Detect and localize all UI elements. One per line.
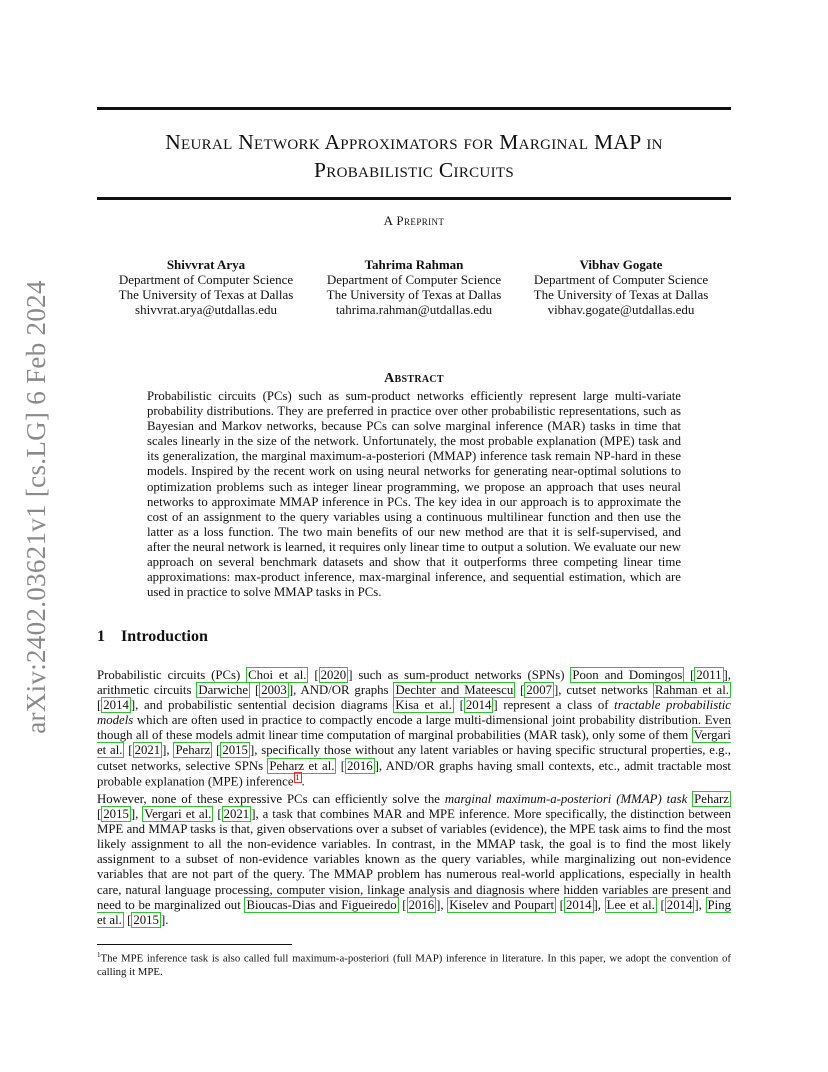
citation-link[interactable]: Poon and Domingos [572, 668, 683, 682]
abstract-text: Probabilistic circuits (PCs) such as sum-product networks efficiently represent large multi-variate probability distributions. They are preferred in practice over other probabilistic representations, such as Bayesian and Markov networks, because PCs can solve marginal inference (MAR) tasks in time that scales linearly in the size of the network. Unfortunately, the most probable explanation (MPE) task and its generalization, the marginal maximum-a-posteriori (MMAP) inference task remain NP-hard in these models. Inspired by the recent work on using neural networks for generating near-optimal solutions to optimization problems such as integer linear programming, we propose an approach that uses neural networks to approximate MMAP inference in PCs. The key idea in our approach is to approximate the cost of an assignment to the query variables using a continuous multilinear function and then use the latter as a loss function. The two main benefits of our new method are that it is self-supervised, and after the neural network is learned, it requires only linear time to output a solution. We evaluate our new approach on several benchmark datasets and show that it outperforms three competing linear time approximations: max-product inference, max-marginal inference, and sequential estimation, which are used in practice to solve MMAP tasks in PCs. [147, 389, 681, 600]
section-number: 1 [97, 628, 105, 645]
author-affiliation: The University of Texas at Dallas [118, 287, 294, 302]
preprint-label: A Preprint [383, 213, 445, 228]
author-name: Tahrima Rahman [364, 257, 464, 272]
author-email[interactable]: shivvrat.arya@utdallas.edu [135, 302, 277, 317]
text-run: [ [250, 683, 260, 698]
text-run: [ [453, 698, 464, 713]
text-run: ], AND/OR graphs having small contexts, etc., admit tractable most probable explanation (MPE) inference [97, 758, 731, 788]
text-run: [ [336, 758, 346, 773]
author-email[interactable]: tahrima.rahman@utdallas.edu [335, 302, 493, 317]
citation-link[interactable]: Dechter and Mateescu [395, 683, 514, 698]
author-block [304, 257, 524, 317]
citation-link[interactable]: Kiselev and Poupart [449, 897, 555, 912]
text-run: [ [97, 807, 102, 822]
author-department: Department of Computer Science [118, 272, 294, 287]
citation-link[interactable]: Vergari et al. [144, 807, 212, 822]
citation-link[interactable]: 2015 [222, 743, 248, 758]
footnote [97, 949, 731, 979]
author-name: Shivvrat Arya [166, 257, 246, 272]
citation-link[interactable]: Peharz et al. [269, 758, 335, 773]
text-run: which are often used in practice to compactly encode a large multi-dimensional joint probability distribution. Even though all of these models admit linear time computation of marginal probabilities (MAR task), only some of them [97, 713, 731, 743]
text-run: ] represent a class of [493, 698, 615, 713]
emphasis-text: tractable probabilistic models [97, 698, 731, 728]
citation-link[interactable]: 2020 [320, 668, 347, 682]
citation-link[interactable]: Bioucas-Dias and Figueiredo [246, 897, 397, 912]
text-run: Probabilistic circuits (PCs) [97, 668, 247, 682]
author-affiliation: The University of Texas at Dallas [533, 287, 709, 302]
citation-link[interactable]: 2014 [666, 897, 693, 912]
citation-link[interactable]: 2016 [408, 897, 435, 912]
text-run: ]. [160, 912, 169, 927]
section-title: Introduction [121, 628, 208, 645]
text-run: ], cutset networks [553, 683, 653, 698]
citation-link[interactable]: Peharz [175, 743, 211, 758]
author-block [96, 257, 316, 317]
citation-link[interactable]: 2021 [134, 743, 161, 758]
citation-link[interactable]: Ping et al. [97, 897, 731, 927]
citation-link[interactable]: Peharz [694, 792, 729, 806]
text-run: ], a task that combines MAR and MPE inference. More specifically, the distinction between MPE and MMAP tasks is that, given observations over a subset of variables (evidence), the MPE task aims to find the most likely assignment to all the non-evidence variables. In contrast, in the MMAP task, the goal is to find the most likely assignment to a subset of non-evidence variables known as the query variables, while marginalizing out non-evidence variables that are not part of the query. The MMAP problem has numerous real-world applications, especially in health care, natural language processing, computer vision, linkage analysis and diagnosis where hidden variables are present and need to be marginalized out [97, 807, 731, 912]
paper-title [97, 128, 731, 184]
text-run: [ [212, 743, 221, 758]
text-run: [ [556, 897, 564, 912]
citation-link[interactable]: Choi et al. [248, 668, 307, 682]
text-run: ], [162, 743, 174, 758]
citation-link[interactable]: Vergari et al. [97, 728, 731, 758]
author-department: Department of Computer Science [533, 272, 709, 287]
author-department: Department of Computer Science [326, 272, 502, 287]
footnote-rule [97, 944, 292, 945]
citation-link[interactable]: 2014 [103, 698, 129, 713]
title-line-2: Probabilistic Circuits [314, 158, 514, 182]
text-run: ], [593, 897, 605, 912]
citation-link[interactable]: 2014 [465, 698, 492, 713]
citation-link[interactable]: 2016 [347, 758, 373, 773]
text-run: [ [515, 683, 525, 698]
citation-link[interactable]: 2021 [223, 807, 250, 822]
text-run: ], [436, 897, 448, 912]
footnote-text: The MPE inference task is also called full maximum-a-posteriori (full MAP) inference in literature. In this paper, we adopt the convention of calling it MPE. [97, 952, 731, 978]
title-line-1: Neural Network Approximators for Marginal MAP in [165, 130, 663, 154]
text-run: [ [123, 912, 132, 927]
title-rule-bottom [97, 197, 731, 200]
emphasis-text: marginal maximum-a-posteriori (MMAP) task [444, 792, 688, 806]
citation-link[interactable]: 2015 [133, 912, 159, 927]
citation-link[interactable]: Lee et al. [606, 897, 655, 912]
text-run: [ [124, 743, 133, 758]
citation-link[interactable]: 2015 [103, 807, 129, 822]
text-run: ], [694, 897, 706, 912]
citation-link[interactable]: Kisa et al. [395, 698, 452, 713]
citation-link[interactable]: 2011 [696, 668, 722, 682]
text-run: ], AND/OR graphs [288, 683, 394, 698]
text-run: ], [130, 807, 143, 822]
footnote-mark: 1 [97, 951, 101, 959]
author-block [511, 257, 731, 317]
text-run: [ [656, 897, 665, 912]
text-run: ] such as sum-product networks (SPNs) [348, 668, 571, 682]
footnote-reference-link[interactable]: 1 [295, 772, 300, 782]
text-run: [ [308, 668, 319, 682]
section-heading [97, 628, 208, 646]
citation-link[interactable]: Rahman et al. [654, 683, 729, 698]
text-run: . [301, 773, 305, 788]
arxiv-side-stamp: arXiv:2402.03621v1 [cs.LG] 6 Feb 2024 [21, 280, 51, 734]
abstract-heading: Abstract [384, 371, 444, 386]
intro-paragraph-1 [97, 668, 731, 789]
text-run: ], arithmetic circuits [97, 668, 731, 698]
citation-link[interactable]: 2014 [565, 897, 592, 912]
text-run: [ [97, 698, 102, 713]
citation-link[interactable]: 2007 [526, 683, 552, 698]
text-run: However, none of these expressive PCs can efficiently solve the [97, 792, 445, 806]
citation-link[interactable]: 2003 [261, 683, 287, 698]
text-run: ], and probabilistic sentential decision diagrams [130, 698, 394, 713]
title-rule-top [97, 107, 731, 110]
author-email[interactable]: vibhav.gogate@utdallas.edu [547, 302, 695, 317]
citation-link[interactable]: Darwiche [198, 683, 249, 698]
text-run: [ [684, 668, 695, 682]
author-affiliation: The University of Texas at Dallas [326, 287, 502, 302]
intro-paragraph-2 [97, 792, 731, 928]
text-run: ], specifically those without any latent variables or having specific structural properties, e.g., cutset networks, selective SPNs [97, 743, 731, 773]
author-name: Vibhav Gogate [579, 257, 663, 272]
text-run: [ [213, 807, 222, 822]
text-run: [ [398, 897, 407, 912]
